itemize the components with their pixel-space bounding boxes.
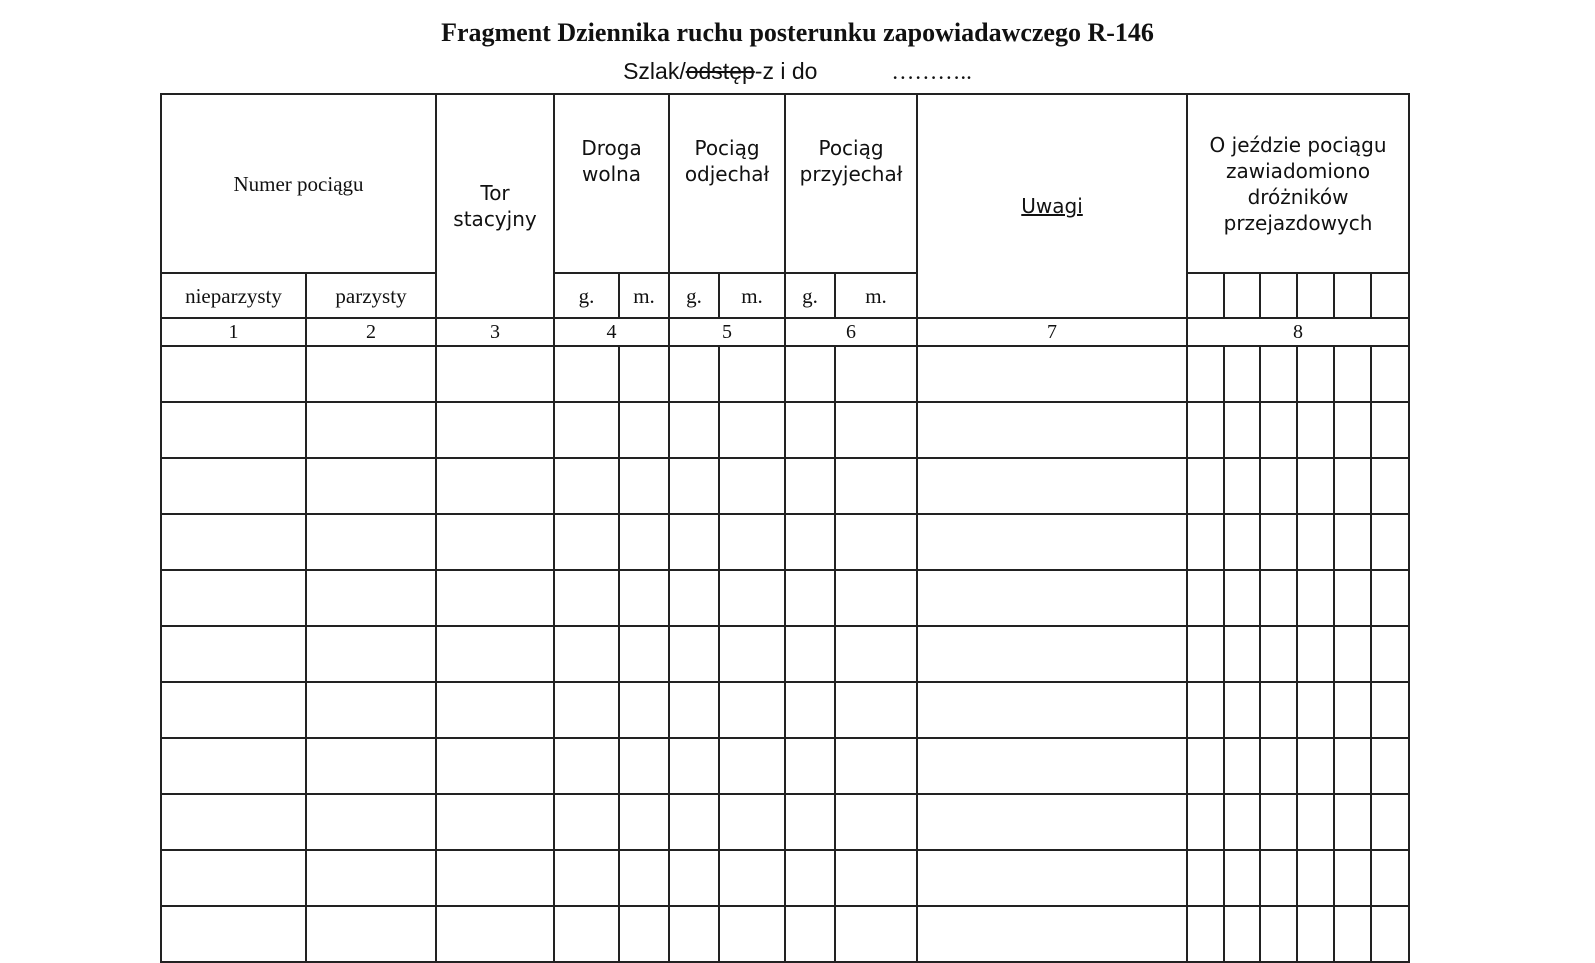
header-droga-g: g. [554,273,619,318]
table-cell [306,402,436,458]
header-drozniki-cell [1371,273,1409,318]
table-cell [835,570,917,626]
column-number-6: 6 [785,318,917,346]
table-cell [619,570,669,626]
table-cell [719,570,785,626]
table-cell [1224,850,1260,906]
header-drozniki-cell [1224,273,1260,318]
table-cell [619,682,669,738]
table-cell [436,346,554,402]
table-cell [554,682,619,738]
table-row [161,626,1409,682]
table-cell [1260,514,1297,570]
table-cell [1187,458,1224,514]
table-cell [1224,626,1260,682]
column-number-1: 1 [161,318,306,346]
table-cell [1187,850,1224,906]
table-cell [1187,682,1224,738]
table-cell [719,626,785,682]
table-cell [1187,738,1224,794]
header-droga-wolna [554,94,669,273]
header-odjechal-m: m. [719,273,785,318]
table-cell [619,514,669,570]
table-cell [1260,682,1297,738]
table-cell [1297,346,1334,402]
table-cell [917,570,1187,626]
table-cell [1334,570,1371,626]
header-drozniki-cell [1260,273,1297,318]
table-cell [161,850,306,906]
table-cell [1260,626,1297,682]
table-cell [554,906,619,962]
table-cell [554,346,619,402]
header-uwagi-label: Uwagi [1021,194,1083,218]
header-drozniki-cell [1297,273,1334,318]
table-cell [719,346,785,402]
table-cell [1334,682,1371,738]
table-cell [306,682,436,738]
table-cell [436,682,554,738]
table-cell [554,514,619,570]
table-cell [1334,346,1371,402]
column-number-2: 2 [306,318,436,346]
table-cell [306,346,436,402]
table-cell [1334,514,1371,570]
table-cell [554,850,619,906]
table-cell [1371,682,1409,738]
header-pociag-przyjechal-label-1: Pociąg [818,136,884,160]
header-droga-wolna-label-2: wolna [581,162,642,186]
table-cell [1297,906,1334,962]
table-cell [835,850,917,906]
table-cell [1260,794,1297,850]
table-row [161,514,1409,570]
table-cell [436,514,554,570]
table-cell [917,346,1187,402]
table-cell [1334,626,1371,682]
table-row [161,906,1409,962]
subtitle-suffix: -z i do [754,58,818,84]
table-cell [1297,570,1334,626]
table-cell [1334,794,1371,850]
table-cell [306,850,436,906]
table-cell [306,626,436,682]
header-drozniki-cell [1187,273,1224,318]
subtitle-prefix: Szlak/ [623,58,686,84]
table-cell [1187,626,1224,682]
table-cell [554,794,619,850]
table-cell [436,458,554,514]
header-pociag-przyjechal [785,94,917,273]
header-o-jezdzie-label-3: dróżników [1247,184,1349,209]
table-cell [161,346,306,402]
header-pociag-przyjechal-label-2: przyjechał [799,162,903,186]
table-cell [436,738,554,794]
header-nieparzysty: nieparzysty [161,273,306,318]
table-cell [1224,906,1260,962]
table-cell [554,402,619,458]
table-cell [719,458,785,514]
table-cell [619,738,669,794]
table-cell [436,794,554,850]
table-cell [785,458,835,514]
header-przyjechal-g: g. [785,273,835,318]
table-row [161,850,1409,906]
table-cell [436,850,554,906]
header-row-1 [161,94,1409,273]
table-cell [669,346,719,402]
table-cell [436,570,554,626]
table-cell [917,794,1187,850]
table-cell [1297,458,1334,514]
subtitle-struck-word: odstęp [685,58,755,84]
table-cell [669,850,719,906]
table-cell [785,570,835,626]
table-cell [835,682,917,738]
table-cell [554,738,619,794]
table-row [161,570,1409,626]
column-number-5: 5 [669,318,785,346]
table-cell [554,570,619,626]
table-cell [917,682,1187,738]
table-cell [669,682,719,738]
header-o-jezdzie-label-2: zawiadomiono [1226,158,1371,183]
table-cell [719,850,785,906]
table-cell [669,402,719,458]
column-number-7: 7 [917,318,1187,346]
table-cell [1371,850,1409,906]
table-cell [1371,346,1409,402]
table-cell [1334,402,1371,458]
column-number-3: 3 [436,318,554,346]
table-cell [1371,458,1409,514]
table-cell [719,402,785,458]
table-cell [1297,850,1334,906]
table-cell [1187,570,1224,626]
table-cell [835,346,917,402]
table-cell [1224,738,1260,794]
table-cell [1224,458,1260,514]
table-cell [1334,906,1371,962]
table-cell [619,346,669,402]
table-cell [1224,682,1260,738]
table-cell [161,738,306,794]
table-cell [835,906,917,962]
table-cell [1297,514,1334,570]
table-cell [1297,794,1334,850]
table-row [161,794,1409,850]
table-cell [1334,738,1371,794]
table-cell [669,626,719,682]
table-cell [1297,682,1334,738]
table-cell [1334,850,1371,906]
table-cell [835,402,917,458]
header-pociag-odjechal-label-1: Pociąg [694,136,760,160]
table-cell [669,514,719,570]
table-cell [1224,794,1260,850]
table-cell [161,794,306,850]
table-cell [785,794,835,850]
table-cell [1260,906,1297,962]
table-cell [785,402,835,458]
table-cell [1260,738,1297,794]
table-cell [1187,794,1224,850]
table-cell [917,738,1187,794]
table-cell [1371,794,1409,850]
table-body [161,346,1409,962]
header-pociag-odjechal-label-2: odjechał [684,162,770,186]
table-cell [917,402,1187,458]
table-cell [1187,906,1224,962]
table-cell [1260,346,1297,402]
header-droga-wolna-label-1: Droga [581,136,642,160]
table-cell [719,906,785,962]
header-drozniki-cell [1334,273,1371,318]
header-tor-label-2: stacyjny [453,207,537,231]
header-parzysty: parzysty [306,273,436,318]
table-cell [306,458,436,514]
table-cell [161,514,306,570]
table-cell [306,794,436,850]
table-cell [719,682,785,738]
table-row [161,738,1409,794]
table-cell [835,794,917,850]
table-cell [554,458,619,514]
table-cell [835,738,917,794]
table-cell [1224,402,1260,458]
table-cell [785,682,835,738]
table-cell [785,626,835,682]
table-cell [1187,402,1224,458]
table-cell [161,570,306,626]
header-o-jezdzie-label-1: O jeździe pociągu [1209,132,1387,157]
table-cell [1371,402,1409,458]
header-uwagi [917,94,1187,318]
table-cell [1371,906,1409,962]
table-cell [719,794,785,850]
table-cell [1297,402,1334,458]
table-cell [917,458,1187,514]
table-cell [1371,514,1409,570]
table-cell [619,458,669,514]
table-cell [161,682,306,738]
table-cell [619,402,669,458]
table-cell [835,458,917,514]
table-cell [719,514,785,570]
table-row [161,682,1409,738]
table-cell [306,514,436,570]
table-cell [436,626,554,682]
table-cell [619,626,669,682]
header-droga-m: m. [619,273,669,318]
table-cell [1260,850,1297,906]
table-cell [669,458,719,514]
header-przyjechal-m: m. [835,273,917,318]
table-cell [436,906,554,962]
table-cell [669,570,719,626]
table-cell [161,458,306,514]
header-pociag-odjechal [669,94,785,273]
column-number-4: 4 [554,318,669,346]
table-cell [917,626,1187,682]
column-number-8: 8 [1187,318,1409,346]
document-subtitle [0,58,1595,85]
table-cell [1297,626,1334,682]
table-cell [917,850,1187,906]
table-cell [1371,570,1409,626]
header-row-2 [161,273,1409,318]
table-cell [306,570,436,626]
column-number-row [161,318,1409,346]
table-cell [917,514,1187,570]
table-cell [1224,346,1260,402]
table-cell [1334,458,1371,514]
table-cell [719,738,785,794]
table-cell [161,626,306,682]
table-cell [1224,514,1260,570]
table-cell [1187,346,1224,402]
table-cell [436,402,554,458]
table-cell [306,906,436,962]
table-row [161,402,1409,458]
table-row [161,458,1409,514]
document-title: Fragment Dziennika ruchu posterunku zapowiadawczego R-146 [441,18,1154,47]
header-odjechal-g: g. [669,273,719,318]
table-cell [669,906,719,962]
table-cell [1187,514,1224,570]
table-cell [161,402,306,458]
table-cell [1260,570,1297,626]
table-cell [835,626,917,682]
header-numer-pociagu-label: Numer pociągu [233,171,364,196]
table-cell [619,906,669,962]
table-cell [161,906,306,962]
table-row [161,346,1409,402]
header-o-jezdzie [1187,94,1409,273]
table-cell [1260,458,1297,514]
table-cell [669,738,719,794]
table-cell [785,346,835,402]
table-cell [917,906,1187,962]
header-numer-pociagu [161,94,436,273]
table-cell [1371,738,1409,794]
header-tor-stacyjny [436,94,554,318]
table-cell [1297,738,1334,794]
table-cell [619,850,669,906]
table-cell [785,850,835,906]
table-cell [785,906,835,962]
table-cell [1371,626,1409,682]
table-cell [785,514,835,570]
subtitle-dots: ……….. [891,59,972,84]
table-cell [1260,402,1297,458]
table-cell [554,626,619,682]
table-cell [306,738,436,794]
header-o-jezdzie-label-4: przejazdowych [1223,210,1373,235]
table-cell [619,794,669,850]
table-cell [785,738,835,794]
header-tor-label-1: Tor [480,181,510,205]
table-cell [1224,570,1260,626]
table-cell [669,794,719,850]
table-cell [835,514,917,570]
journal-table [160,93,1410,963]
